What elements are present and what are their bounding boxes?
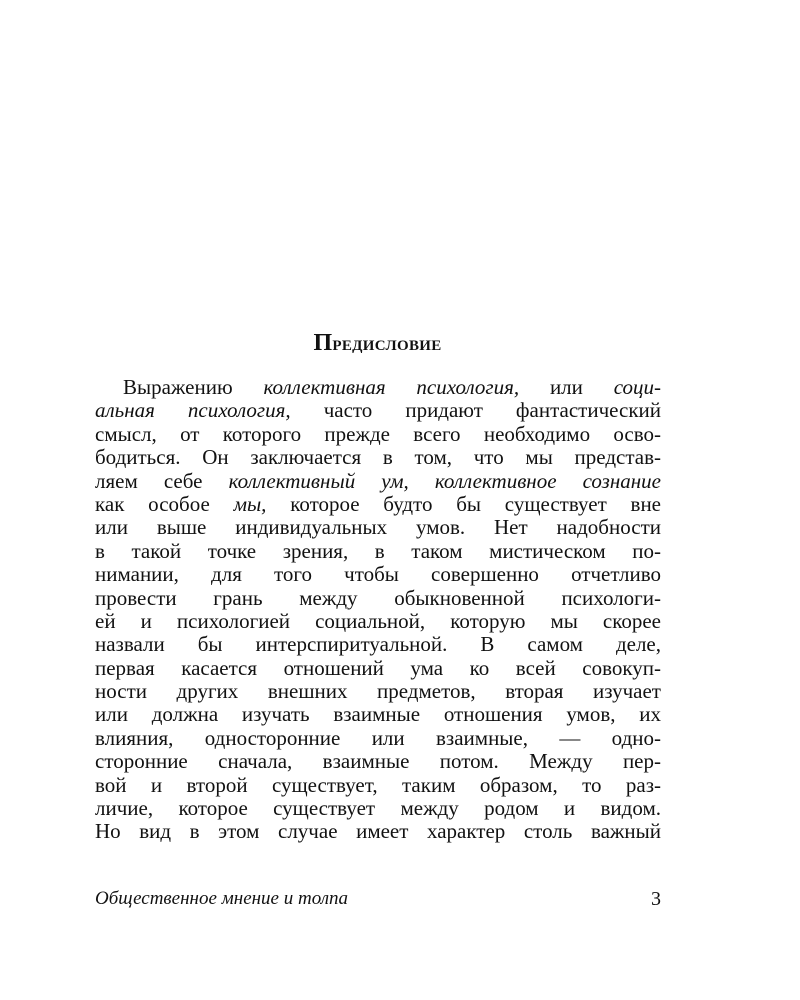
- text-run: ляем себе: [95, 468, 229, 493]
- text-run: Но вид в этом случае имеет характер столь важный: [95, 819, 661, 844]
- text-run: часто придают фантастический: [290, 398, 661, 423]
- text-run: как особое: [95, 491, 234, 516]
- text-run: которое будто бы существует вне: [266, 491, 662, 516]
- text-run: или: [519, 375, 614, 399]
- text-run: ности других внешних предметов, вторая изучает: [95, 679, 661, 704]
- italic-run: соци-: [613, 375, 661, 399]
- text-run: или должна изучать взаимные отношения умов, их: [95, 702, 661, 727]
- text-line: [95, 493, 661, 516]
- text-line: [95, 563, 661, 586]
- chapter-heading: [0, 330, 755, 357]
- italic-run: коллективная психология,: [263, 375, 520, 399]
- italic-run: альная психология,: [95, 398, 291, 423]
- text-line: [95, 727, 661, 750]
- text-line: [95, 797, 661, 820]
- text-run: вой и второй существует, таким образом, то раз-: [95, 772, 661, 797]
- page-number: 3: [651, 888, 661, 910]
- text-line: [95, 633, 661, 656]
- text-run: Выражению: [123, 375, 264, 399]
- heading-initial: П: [313, 330, 333, 356]
- text-line: [95, 680, 661, 703]
- text-run: сторонние сначала, взаимные потом. Между пер-: [95, 749, 661, 774]
- paragraph: [95, 376, 661, 844]
- text-line: [95, 610, 661, 633]
- text-run: ей и психологией социальной, которую мы скорее: [95, 608, 661, 633]
- text-run: назвали бы интерспиритуальной. В самом деле,: [95, 632, 661, 657]
- italic-run: мы,: [233, 491, 267, 516]
- text-line: [95, 820, 661, 843]
- text-run: провести грань между обыкновенной психологи-: [95, 585, 661, 610]
- text-line: [95, 399, 661, 422]
- text-run: личие, которое существует между родом и видом.: [95, 796, 661, 821]
- heading-rest: редисловие: [332, 331, 442, 355]
- text-run: или выше индивидуальных умов. Нет надобности: [95, 515, 661, 540]
- text-line: [95, 446, 661, 469]
- text-run: бодиться. Он заключается в том, что мы представ-: [95, 445, 661, 470]
- text-line: [95, 516, 661, 539]
- text-line: [95, 657, 661, 680]
- text-run: первая касается отношений ума ко всей совокуп-: [95, 655, 661, 680]
- running-title: Общественное мнение и толпа: [95, 888, 349, 909]
- text-line: [95, 750, 661, 773]
- text-run: в такой точке зрения, в таком мистическом по-: [95, 538, 661, 563]
- text-line: [95, 376, 661, 399]
- text-run: влияния, односторонние или взаимные, — одно-: [95, 725, 661, 750]
- text-run: смысл, от которого прежде всего необходимо осво-: [95, 421, 661, 446]
- text-line: [95, 540, 661, 563]
- text-line: [95, 423, 661, 446]
- text-line: [95, 587, 661, 610]
- text-line: [95, 774, 661, 797]
- text-line: [95, 703, 661, 726]
- text-run: нимании, для того чтобы совершенно отчетливо: [95, 562, 661, 587]
- italic-run: коллективный ум, коллективное сознание: [228, 468, 662, 493]
- text-line: [95, 470, 661, 493]
